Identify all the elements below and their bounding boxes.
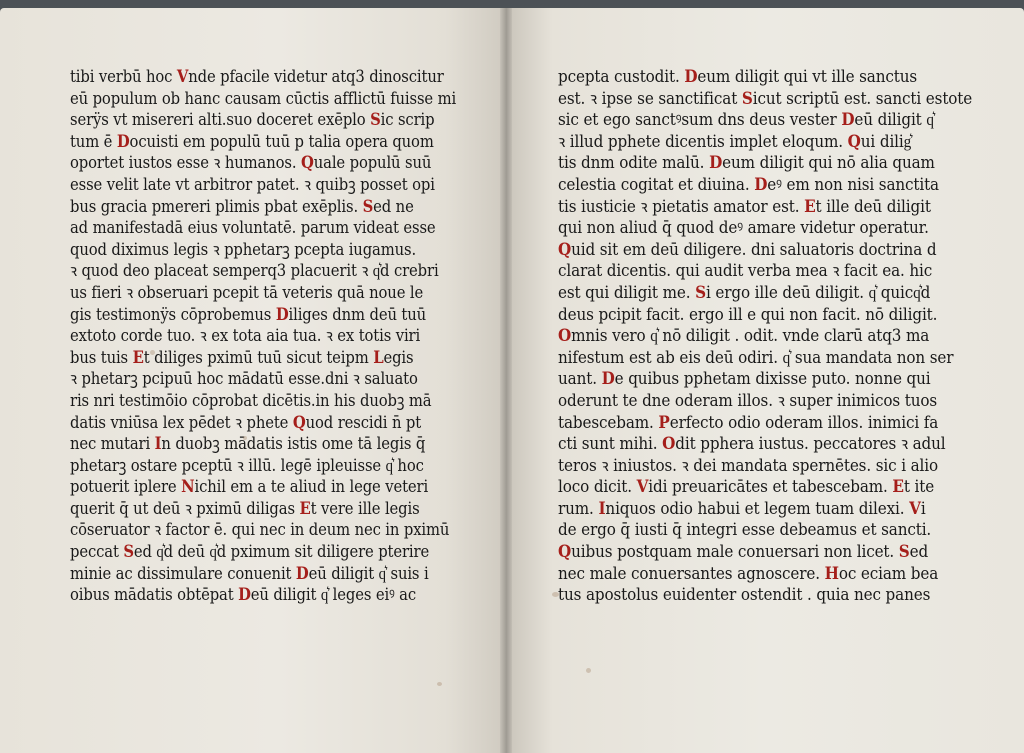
paper-speck xyxy=(437,682,442,686)
text-run: ocuisti em populū tuū p talia opera quom xyxy=(129,131,434,151)
text-run: t vere ille legis xyxy=(310,498,420,518)
text-line xyxy=(558,88,972,110)
text-run: ꝛ illud pphete dicentis implet eloqum. xyxy=(558,131,848,151)
text-run: sic et ego sanctꝰsum dns deus vester xyxy=(558,110,842,130)
rubricated-initial: Q xyxy=(558,541,572,562)
text-line xyxy=(558,239,972,261)
text-line xyxy=(70,217,456,239)
text-line xyxy=(558,541,972,563)
text-line xyxy=(70,519,456,541)
rubricated-initial: Q xyxy=(292,411,306,432)
text-run: ad manifestadā eius voluntatē. parum videat esse xyxy=(70,218,436,238)
text-line xyxy=(558,282,972,304)
rubricated-initial: S xyxy=(370,109,381,130)
text-run: datis vniūsa lex pēdet ꝛ phete xyxy=(70,412,293,432)
rubricated-initial: E xyxy=(132,346,144,367)
text-run: niquos odio habui et legem tuam dilexi. xyxy=(605,498,910,518)
rubricated-initial: D xyxy=(275,303,289,324)
rubricated-initial: D xyxy=(601,368,615,389)
text-run: nec male conuersantes agnoscere. xyxy=(558,563,825,583)
text-run: i ergo ille deū diligit. q͛ quicq͛d xyxy=(705,282,931,302)
text-run: pcepta custodit. xyxy=(558,67,685,86)
text-run: nec mutari xyxy=(70,434,155,454)
text-run: quod diximus legis ꝛ pphetarꝫ pcepta iugamus. xyxy=(70,239,417,259)
text-line xyxy=(70,260,456,282)
text-run: de ergo q̄ iusti q̄ integri esse debeamus et sancti. xyxy=(558,520,932,540)
text-line xyxy=(558,347,972,369)
text-run: ed ne xyxy=(373,196,414,216)
text-run: ic scrip xyxy=(380,110,435,130)
rubricated-initial: D xyxy=(295,562,309,583)
text-line xyxy=(70,412,456,434)
red-ink-speck xyxy=(243,436,247,440)
text-run: tus apostolus euidenter ostendit . quia nec panes xyxy=(558,585,931,605)
rubricated-initial: V xyxy=(636,476,649,497)
text-line xyxy=(70,368,456,390)
text-run: extoto corde tuo. ꝛ ex tota aia tua. ꝛ ex totis viri xyxy=(70,326,421,346)
text-run: e quibus pphetam dixisse puto. nonne qui xyxy=(614,369,931,389)
text-run: tum ē xyxy=(70,131,117,151)
text-run: eū diligit q͛ suis i xyxy=(308,563,429,583)
text-line xyxy=(70,455,456,477)
text-run: idi preuaricātes et tabescebam. xyxy=(648,477,893,497)
rubricated-initial: O xyxy=(662,433,676,454)
rubricated-initial: E xyxy=(804,195,816,216)
rubricated-initial: D xyxy=(238,584,251,605)
text-line xyxy=(70,325,456,347)
text-run: i xyxy=(920,498,926,518)
text-run: uod rescidi n̄ pt xyxy=(305,412,422,432)
text-run: potuerit iplere xyxy=(70,477,182,497)
left-page xyxy=(0,8,506,753)
text-run: ui dilig͛ xyxy=(860,131,912,151)
text-run: peccat xyxy=(70,542,124,562)
text-run: ichil em a te aliud in lege veteri xyxy=(194,477,429,497)
rubricated-initial: S xyxy=(123,541,134,562)
text-line xyxy=(558,325,972,347)
text-line xyxy=(70,109,456,131)
text-run: est. ꝛ ipse se sanctificat xyxy=(558,88,742,108)
text-line xyxy=(558,390,972,412)
text-run: tibi verbū hoc xyxy=(70,67,177,86)
text-run: us fieri ꝛ obseruari pcepit tā veteris quā noue le xyxy=(70,282,424,302)
rubricated-initial: E xyxy=(892,476,904,497)
text-run: ꝛ quod deo placeat semperq3 placuerit ꝛ q͛d crebri xyxy=(70,261,439,281)
text-line xyxy=(558,455,972,477)
text-run: t ille deū diligit xyxy=(815,196,931,216)
text-line xyxy=(558,476,972,498)
text-run: tabescebam. xyxy=(558,412,659,432)
text-run: egis xyxy=(383,347,414,367)
text-run: mnis vero q͛ nō diligit . odit. vnde clarū atq3 ma xyxy=(571,326,930,346)
text-run: oibus mādatis obtēpat xyxy=(70,585,239,605)
text-run: teros ꝛ iniustos. ꝛ dei mandata spernētes. sic i alio xyxy=(558,455,938,475)
text-line xyxy=(558,131,972,153)
rubricated-initial: S xyxy=(898,541,910,562)
text-run: bus gracia pmereri plimis pbat exēplis. xyxy=(70,196,363,216)
text-line xyxy=(558,433,972,455)
text-line xyxy=(70,541,456,563)
red-ink-speck xyxy=(150,350,155,355)
text-line xyxy=(558,152,972,174)
text-line xyxy=(70,152,456,174)
text-run: rum. xyxy=(558,498,599,518)
rubricated-initial: D xyxy=(116,130,130,151)
rubricated-initial: D xyxy=(754,173,768,194)
text-run: eū diligit q͛ leges eiꝰ ac xyxy=(250,585,417,605)
book-gutter xyxy=(500,8,512,753)
rubricated-initial: L xyxy=(373,346,384,367)
right-page xyxy=(506,8,1024,753)
paper-speck xyxy=(552,592,559,597)
right-page-text xyxy=(558,66,1010,606)
text-run: loco dicit. xyxy=(558,477,637,497)
text-line xyxy=(70,88,456,110)
text-line xyxy=(558,196,972,218)
rubricated-initial: S xyxy=(741,87,753,108)
text-line xyxy=(70,433,456,455)
text-run: tis iusticie ꝛ pietatis amator est. xyxy=(558,196,805,216)
text-line xyxy=(70,196,456,218)
rubricated-initial: S xyxy=(362,195,374,216)
text-run: erfecto odio oderam illos. inimici fa xyxy=(669,412,939,432)
text-run: eum diligit qui vt ille sanctus xyxy=(697,67,918,86)
rubricated-initial: O xyxy=(558,325,572,346)
text-line xyxy=(70,563,456,585)
text-line xyxy=(558,217,972,239)
rubricated-initial: P xyxy=(658,411,670,432)
rubricated-initial: N xyxy=(181,476,195,497)
text-run: eꝰ em non nisi sanctita xyxy=(767,174,939,194)
paper-speck xyxy=(586,668,591,673)
text-run: deus pcipit facit. ergo ill e qui non facit. nō diligit. xyxy=(558,304,938,324)
text-run: est qui diligit me. xyxy=(558,282,696,302)
text-run: oportet iustos esse ꝛ humanos. xyxy=(70,153,301,173)
text-run: t ite xyxy=(903,477,935,497)
text-line xyxy=(70,584,456,606)
text-run: dit pphera iustus. peccatores ꝛ adul xyxy=(675,434,946,454)
text-run: tis dnm odite malū. xyxy=(558,153,710,173)
text-run: icut scriptū est. sancti estote xyxy=(752,88,973,108)
text-line xyxy=(558,66,972,88)
text-line xyxy=(558,109,972,131)
rubricated-initial: Q xyxy=(300,152,314,173)
rubricated-initial: Q xyxy=(847,130,861,151)
text-run: uibus postquam male conuersari non licet. xyxy=(571,542,899,562)
rubricated-initial: I xyxy=(598,497,606,518)
text-line xyxy=(70,66,456,88)
text-line xyxy=(558,260,972,282)
text-run: serÿs vt misereri alti.suo doceret exēplo xyxy=(70,110,371,130)
text-run: ris nri testimōio cōprobat dicētis.in his duobꝫ mā xyxy=(70,390,432,410)
text-run: celestia cogitat et diuina. xyxy=(558,174,755,194)
text-line xyxy=(70,498,456,520)
text-run: querit q̄ ut deū ꝛ pximū diligas xyxy=(70,498,300,518)
rubricated-initial: D xyxy=(684,66,698,86)
rubricated-initial: S xyxy=(695,281,706,302)
text-run: gis testimonÿs cōprobemus xyxy=(70,304,276,324)
text-run: clarat dicentis. qui audit verba mea ꝛ facit ea. hic xyxy=(558,261,933,281)
text-run: bus tuis xyxy=(70,347,133,367)
text-run: eum diligit qui nō alia quam xyxy=(722,153,935,173)
text-line xyxy=(558,498,972,520)
left-page-text xyxy=(70,66,503,606)
text-line xyxy=(558,519,972,541)
text-run: esse velit late vt arbitror patet. ꝛ quibꝫ posset opi xyxy=(70,174,435,194)
rubricated-initial: D xyxy=(841,109,855,130)
text-run: qui non aliud q̄ quod deꝰ amare videtur operatur. xyxy=(558,218,929,238)
text-line xyxy=(70,347,456,369)
text-run: ed xyxy=(909,542,929,562)
text-line xyxy=(70,476,456,498)
text-line xyxy=(558,563,972,585)
rubricated-initial: H xyxy=(824,562,839,583)
text-line xyxy=(558,412,972,434)
rubricated-initial: I xyxy=(154,433,162,454)
text-run: ꝛ phetarꝫ pcipuū hoc mādatū esse.dni ꝛ saluato xyxy=(70,369,418,389)
text-line xyxy=(70,390,456,412)
text-run: eū populum ob hanc causam cūctis afflictū fuisse mi xyxy=(70,88,457,108)
rubricated-initial: V xyxy=(176,66,189,86)
text-run: uant. xyxy=(558,369,602,389)
text-line xyxy=(70,304,456,326)
text-run: oderunt te dne oderam illos. ꝛ super inimicos tuos xyxy=(558,390,938,410)
text-line xyxy=(558,584,972,606)
text-run: uale populū suū xyxy=(313,153,432,173)
text-run: nifestum est ab eis deū odiri. q͛ sua mandata non ser xyxy=(558,347,954,367)
rubricated-initial: V xyxy=(909,497,921,518)
text-run: cti sunt mihi. xyxy=(558,434,663,454)
text-run: minie ac dissimulare conuenit xyxy=(70,563,296,583)
text-run: eū diligit q͛ xyxy=(854,110,934,130)
text-line xyxy=(70,282,456,304)
rubricated-initial: Q xyxy=(558,238,572,259)
text-run: ed q͛d deū q͛d pximum sit diligere pterire xyxy=(133,542,430,562)
text-run: n duobꝫ mādatis istis ome tā legis q̄ xyxy=(161,434,426,454)
text-run: nde pfacile videtur atq3 dinoscitur xyxy=(188,67,444,86)
text-run: t diliges pximū tuū sicut teipm xyxy=(143,347,374,367)
text-line xyxy=(70,239,456,261)
text-run: oc eciam bea xyxy=(838,563,939,583)
text-run: uid sit em deū diligere. dni saluatoris doctrina d xyxy=(571,239,937,259)
rubricated-initial: E xyxy=(299,497,311,518)
text-run: iliges dnm deū tuū xyxy=(288,304,427,324)
text-line xyxy=(558,304,972,326)
text-run: phetarꝫ ostare pceptū ꝛ illū. legē ipleuisse q͛ hoc xyxy=(70,455,424,475)
text-line xyxy=(558,174,972,196)
text-line xyxy=(558,368,972,390)
text-line xyxy=(70,131,456,153)
text-run: cōseruator ꝛ factor ē. qui nec in deum nec in pximū xyxy=(70,520,450,540)
text-line xyxy=(70,174,456,196)
rubricated-initial: D xyxy=(709,152,723,173)
